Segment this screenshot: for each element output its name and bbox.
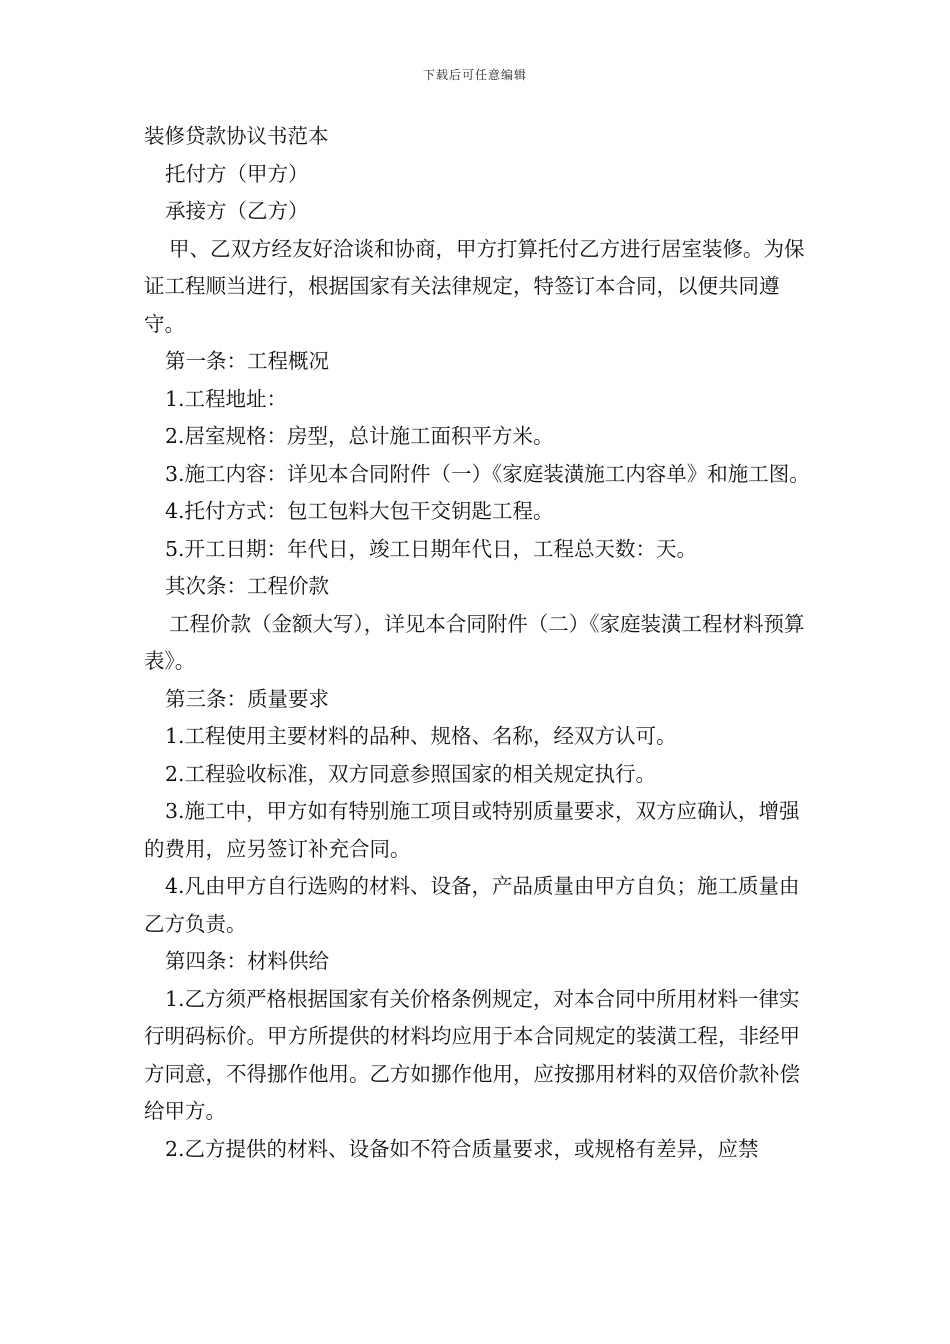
party-b-line: 承接方（乙方） [165,199,309,223]
document-title: 装修贷款协议书范本 [144,124,329,148]
document-body [144,118,814,1168]
preamble-paragraph: 甲、乙双方经友好洽谈和协商，甲方打算托付乙方进行居室装修。为保证工程顺当进行，根据国家有关法律规定，特签订本合同，以便共同遵守。 [144,236,805,336]
article-1-heading: 第一条：工程概况 [165,349,329,373]
article-4-item: 2.乙方提供的材料、设备如不符合质量要求，或规格有差异，应禁 [165,1136,759,1161]
article-3-item: 2.工程验收标准，双方同意参照国家的相关规定执行。 [165,761,657,786]
article-1-item: 4.托付方式：包工包料大包干交钥匙工程。 [165,499,554,523]
article-2-text: 工程价款（金额大写），详见本合同附件（二）《家庭装潢工程材料预算表》。 [144,611,805,673]
article-1-item: 3.施工内容：详见本合同附件（一）《家庭装潢施工内容单》和施工图。 [165,461,810,486]
article-1-item: 1.工程地址： [165,386,288,411]
article-4-item: 1.乙方须严格根据国家有关价格条例规定，对本合同中所用材料一律实行明码标价。甲方所提供的材料均应用于本合同规定的装潢工程，非经甲方同意，不得挪作他用。乙方如挪作他用，应按挪用材料的双倍价款补偿给甲方。 [144,986,800,1123]
article-3-item: 1.工程使用主要材料的品种、规格、名称，经双方认可。 [165,724,677,748]
party-a-line: 托付方（甲方） [165,161,309,186]
article-1-item: 5.开工日期：年代日，竣工日期年代日，工程总天数：天。 [165,536,698,561]
article-2-heading: 其次条：工程价款 [165,574,329,598]
article-4-heading: 第四条：材料供给 [165,949,329,973]
article-1-item: 2.居室规格：房型，总计施工面积平方米。 [165,424,554,448]
article-3-heading: 第三条：质量要求 [165,686,329,711]
article-3-item: 3.施工中，甲方如有特别施工项目或特别质量要求，双方应确认，增强的费用，应另签订补充合同。 [144,799,800,861]
header-note: 下载后可任意编辑 [422,68,527,82]
article-3-item: 4.凡由甲方自行选购的材料、设备，产品质量由甲方自负；施工质量由乙方负责。 [144,874,800,936]
